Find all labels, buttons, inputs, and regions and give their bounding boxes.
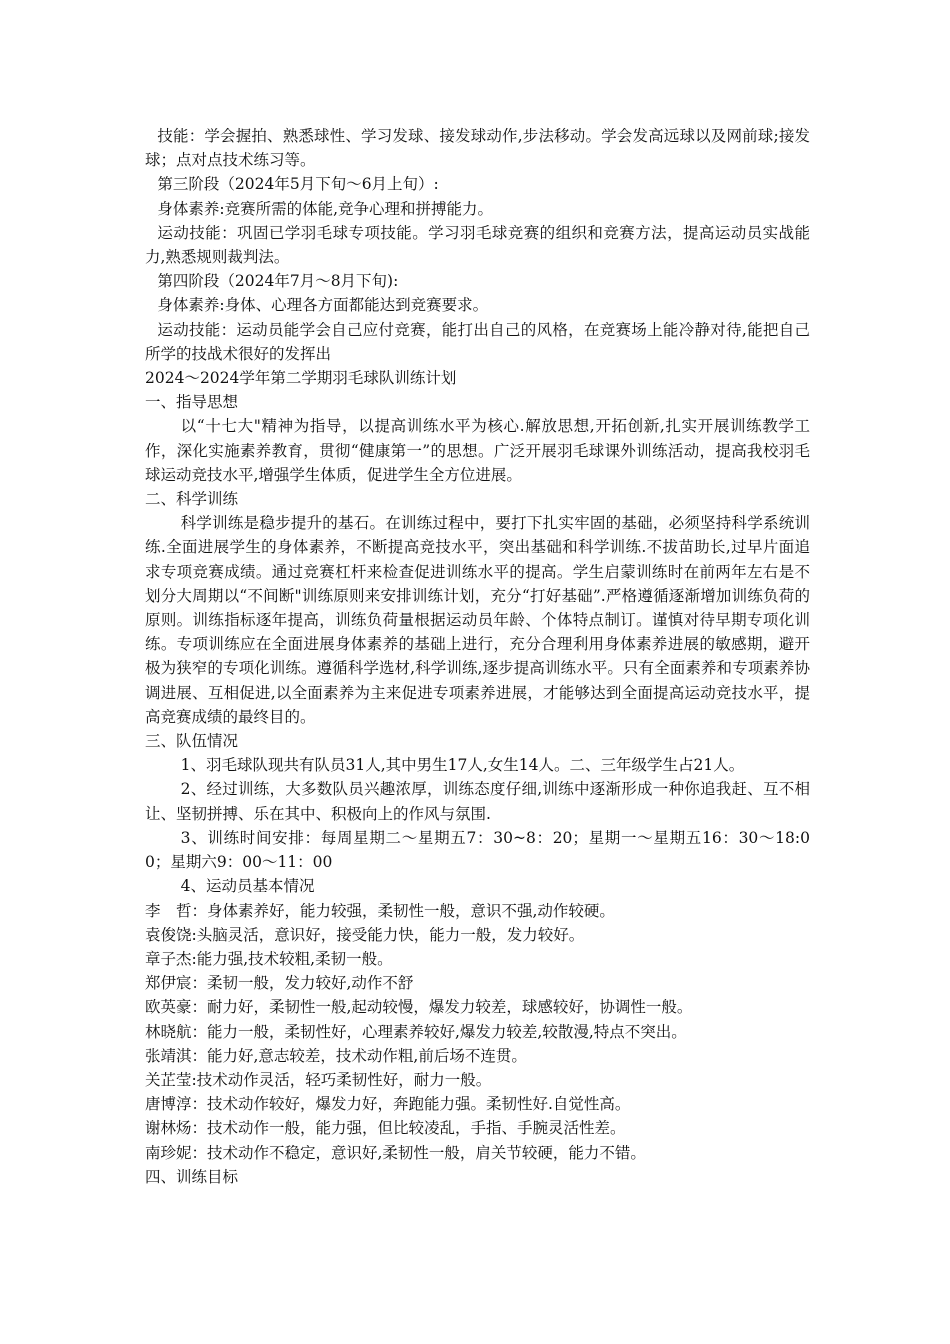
paragraph-stage-three-physical: 身体素养:竞赛所需的体能,竞争心理和拼搏能力。 (157, 199, 494, 218)
athlete-entry: 章子杰:能力强,技术较粗,柔韧一般。 (145, 949, 393, 968)
paragraph-guiding-ideology: 以“十七大"精神为指导，以提高训练水平为核心.解放思想,开拓创新,扎实开展训练教学工作，深化实施素养教育，贯彻“健康第一”的思想。广泛开展羽毛球课外训练活动，提高我校羽毛球运动竞技水平,增强学生体质，促进学生全方位进展。 (145, 417, 810, 484)
list-item-training-schedule: 3、训练时间安排：每周星期二～星期五7：30~8：20；星期一～星期五16：30～18:00；星期六9：00～11：00 (145, 828, 810, 872)
list-item-athlete-info-heading: 4、运动员基本情况 (180, 877, 315, 896)
section-heading-scientific-training: 二、科学训练 (145, 490, 239, 509)
athlete-entry: 唐博淳：技术动作较好，爆发力好，奔跑能力强。柔韧性好.自觉性高。 (145, 1095, 631, 1114)
paragraph-stage-four-physical: 身体素养:身体、心理各方面都能达到竞赛要求。 (157, 296, 489, 315)
document-title: 2024～2024学年第二学期羽毛球队训练计划 (145, 369, 457, 388)
athlete-entry: 关芷莹:技术动作灵活，轻巧柔韧性好，耐力一般。 (145, 1070, 492, 1089)
paragraph-stage-three-skills: 运动技能：巩固已学羽毛球专项技能。学习羽毛球竞赛的组织和竞赛方法，提高运动员实战能力,熟悉规则裁判法。 (145, 223, 810, 267)
paragraph-scientific-training: 科学训练是稳步提升的基石。在训练过程中，要打下扎实牢固的基础，必须坚持科学系统训练.全面进展学生的身体素养，不断提高竞技水平，突出基础和科学训练.不拔苗助长,过早片面追求专项竞赛成绩。通过竞赛杠杆来检查促进训练水平的提高。学生启蒙训练时在前两年左右是不划分大周期以“不间断"训练原则来安排训练计划，充分“打好基础”.严格遵循逐渐增加训练负荷的原则。训练指标逐年提高，训练负荷量根据运动员年龄、个体特点制订。谨慎对待早期专项化训练。专项训练应在全面进展身体素养的基础上进行，充分合理利用身体素养进展的敏感期，避开极为狭窄的专项化训练。遵循科学选材,科学训练,逐步提高训练水平。只有全面素养和专项素养协调进展、互相促进,以全面素养为主来促进专项素养进展，才能够达到全面提高运动竞技水平，提高竞赛成绩的最终目的。 (145, 514, 810, 726)
list-item-team-size: 1、羽毛球队现共有队员31人,其中男生17人,女生14人。二、三年级学生占21人。 (180, 756, 745, 775)
paragraph-stage-four: 第四阶段（2024年7月～8月下旬): (157, 272, 399, 291)
athlete-entry: 谢林炀：技术动作一般，能力强，但比较凌乱，手指、手腕灵活性差。 (145, 1119, 626, 1138)
athlete-entry: 南珍妮：技术动作不稳定，意识好,柔韧性一般，肩关节较硬，能力不错。 (145, 1143, 646, 1162)
section-heading-team-situation: 三、队伍情况 (145, 732, 239, 751)
document-body (145, 124, 810, 1189)
athlete-entry: 李 哲：身体素养好，能力较强，柔韧性一般，意识不强,动作较硬。 (145, 901, 615, 920)
athlete-entry: 张靖淇：能力好,意志较差，技术动作粗,前后场不连贯。 (145, 1046, 527, 1065)
paragraph-stage-four-skills: 运动技能：运动员能学会自己应付竞赛，能打出自己的风格，在竞赛场上能冷静对待,能把自己所学的技战术很好的发挥出 (145, 320, 810, 363)
section-heading-guiding-ideology: 一、指导思想 (145, 393, 239, 412)
section-heading-training-goals: 四、训练目标 (145, 1167, 239, 1186)
athlete-entry: 袁俊饶:头脑灵活，意识好，接受能力快，能力一般，发力较好。 (145, 925, 585, 944)
list-item-team-attitude: 2、经过训练，大多数队员兴趣浓厚，训练态度仔细,训练中逐渐形成一种你追我赶、互不相让、坚韧拼搏、乐在其中、积极向上的作风与氛围. (145, 780, 810, 823)
athlete-entry: 欧英豪：耐力好，柔韧性一般,起动较慢，爆发力较差，球感较好，协调性一般。 (145, 998, 693, 1017)
athlete-entry: 林晓航：能力一般，柔韧性好，心理素养较好,爆发力较差,较散漫,特点不突出。 (145, 1022, 687, 1041)
paragraph-skills: 技能：学会握拍、熟悉球性、学习发球、接发球动作,步法移动。学会发高远球以及网前球;接发球；点对点技术练习等。 (145, 127, 810, 170)
athlete-entry: 郑伊宸：柔韧一般，发力较好,动作不舒 (145, 974, 414, 993)
paragraph-stage-three: 第三阶段（2024年5月下旬～6月上旬）: (157, 175, 439, 194)
